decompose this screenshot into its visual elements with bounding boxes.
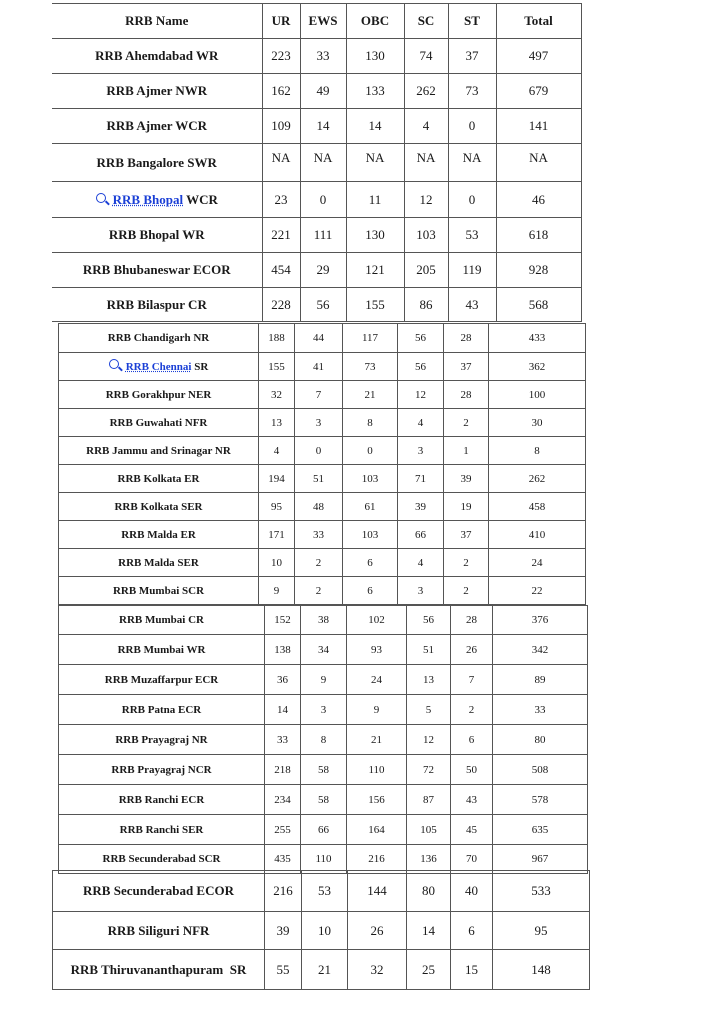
sc-value: 205 [404,253,448,288]
ews-value: 66 [301,815,347,845]
st-value: 6 [451,912,493,950]
ews-value: 8 [301,725,347,755]
ur-value: 33 [265,725,301,755]
st-value: 45 [451,815,493,845]
total-value: 148 [493,950,590,990]
total-value: 362 [489,353,586,381]
sc-value: 25 [407,950,451,990]
ews-value: 58 [301,785,347,815]
st-value: 37 [444,521,489,549]
rrb-name: RRB Thiruvananthapuram SR [53,950,265,990]
st-value: 70 [451,845,493,874]
obc-value: 93 [347,635,407,665]
header-rrb-name: RRB Name [52,4,262,39]
st-value: 37 [444,353,489,381]
ews-value: 3 [301,695,347,725]
sc-value: 262 [404,74,448,109]
sc-value: 66 [398,521,444,549]
st-value: 0 [448,109,496,144]
sc-value: 4 [398,549,444,577]
total-value: 95 [493,912,590,950]
rrb-name: RRB Prayagraj NR [59,725,265,755]
ur-value: 14 [265,695,301,725]
obc-value: 6 [343,577,398,605]
ur-value: 152 [265,606,301,635]
total-value: 967 [493,845,588,874]
table-row [52,182,581,218]
total-value: 22 [489,577,586,605]
rrb-name: RRB Bhopal WR [52,218,262,253]
table-row [52,144,581,182]
rrb-table-top [52,3,582,322]
sc-value: 72 [407,755,451,785]
table-row [59,521,586,549]
table-row [59,635,588,665]
rrb-name: RRB Ranchi SER [59,815,265,845]
total-value: 342 [493,635,588,665]
st-value: 50 [451,755,493,785]
ews-value: 38 [301,606,347,635]
ur-value: 228 [262,288,300,322]
ur-value: 95 [259,493,295,521]
st-value: 7 [451,665,493,695]
total-value: 89 [493,665,588,695]
rrb-search-link[interactable]: RRB Bhopal [112,191,184,207]
obc-value: 121 [346,253,404,288]
rrb-name: RRB Ajmer NWR [52,74,262,109]
total-value: 141 [496,109,581,144]
rrb-name: RRB Ahemdabad WR [52,39,262,74]
obc-value: 11 [346,182,404,218]
ews-value: 41 [295,353,343,381]
ews-value: 33 [295,521,343,549]
ur-value: 188 [259,324,295,353]
rrb-name-with-search [59,353,259,381]
total-value: 100 [489,381,586,409]
table-row [52,253,581,288]
sc-value: 105 [407,815,451,845]
table-row [59,785,588,815]
search-icon[interactable] [96,193,106,203]
st-value: 2 [444,549,489,577]
st-value: 19 [444,493,489,521]
total-value: 578 [493,785,588,815]
sc-value: 51 [407,635,451,665]
st-value: 6 [451,725,493,755]
sc-value: 56 [398,324,444,353]
ur-value: 32 [259,381,295,409]
ews-value: 33 [300,39,346,74]
sc-value: 12 [404,182,448,218]
table-row [53,912,590,950]
obc-value: 130 [346,218,404,253]
rrb-name: RRB Bilaspur CR [52,288,262,322]
ur-value: 171 [259,521,295,549]
header-ews: EWS [300,4,346,39]
sc-value: 3 [398,577,444,605]
table-row [52,288,581,322]
search-icon[interactable] [109,359,119,369]
ews-value: 9 [301,665,347,695]
ur-value: 435 [265,845,301,874]
st-value: 43 [448,288,496,322]
table-row [59,381,586,409]
rrb-name: RRB Secunderabad ECOR [53,871,265,912]
obc-value: 8 [343,409,398,437]
total-value: 46 [496,182,581,218]
ur-value: NA [262,144,300,182]
sc-value: 56 [398,353,444,381]
obc-value: 155 [346,288,404,322]
st-value: 15 [451,950,493,990]
rrb-name: RRB Chandigarh NR [59,324,259,353]
ur-value: 194 [259,465,295,493]
rrb-table-low [58,605,588,874]
table-row [59,606,588,635]
sc-value: 13 [407,665,451,695]
rrb-name-suffix: WCR [183,191,218,207]
total-value: 30 [489,409,586,437]
table-row [53,950,590,990]
ur-value: 216 [265,871,302,912]
ur-value: 221 [262,218,300,253]
header-ur: UR [262,4,300,39]
ews-value: 111 [300,218,346,253]
obc-value: 32 [348,950,407,990]
ews-value: 0 [300,182,346,218]
table-row [52,39,581,74]
sc-value: 39 [398,493,444,521]
ews-value: 2 [295,577,343,605]
obc-value: 144 [348,871,407,912]
st-value: 40 [451,871,493,912]
rrb-name: RRB Ajmer WCR [52,109,262,144]
ur-value: 10 [259,549,295,577]
ews-value: 51 [295,465,343,493]
table-row [59,665,588,695]
st-value: 2 [444,577,489,605]
total-value: 533 [493,871,590,912]
table-row [59,815,588,845]
obc-value: 61 [343,493,398,521]
obc-value: 0 [343,437,398,465]
table-row [53,871,590,912]
rrb-name: RRB Siliguri NFR [53,912,265,950]
total-value: 618 [496,218,581,253]
ur-value: 255 [265,815,301,845]
ews-value: 10 [302,912,348,950]
rrb-name: RRB Secunderabad SCR [59,845,265,874]
rrb-name: RRB Malda SER [59,549,259,577]
obc-value: 110 [347,755,407,785]
ews-value: 21 [302,950,348,990]
ur-value: 109 [262,109,300,144]
st-value: 2 [451,695,493,725]
ews-value: 56 [300,288,346,322]
header-obc: OBC [346,4,404,39]
total-value: 24 [489,549,586,577]
st-value: 28 [444,324,489,353]
st-value: NA [448,144,496,182]
ews-value: 29 [300,253,346,288]
ews-value: 44 [295,324,343,353]
ur-value: 234 [265,785,301,815]
st-value: 28 [451,606,493,635]
st-value: 2 [444,409,489,437]
ews-value: 53 [302,871,348,912]
header-total: Total [496,4,581,39]
rrb-name: RRB Kolkata ER [59,465,259,493]
obc-value: 117 [343,324,398,353]
obc-value: 73 [343,353,398,381]
ews-value: 14 [300,109,346,144]
sc-value: 5 [407,695,451,725]
sc-value: 80 [407,871,451,912]
ews-value: 58 [301,755,347,785]
rrb-name: RRB Gorakhpur NER [59,381,259,409]
obc-value: 6 [343,549,398,577]
total-value: 8 [489,437,586,465]
ews-value: 3 [295,409,343,437]
obc-value: 103 [343,465,398,493]
total-value: 410 [489,521,586,549]
rrb-name-with-search [52,182,262,218]
table-row [59,437,586,465]
ur-value: 23 [262,182,300,218]
sc-value: 12 [398,381,444,409]
total-value: 376 [493,606,588,635]
obc-value: 21 [347,725,407,755]
ews-value: 34 [301,635,347,665]
sc-value: 71 [398,465,444,493]
rrb-name: RRB Mumbai SCR [59,577,259,605]
rrb-name: RRB Malda ER [59,521,259,549]
table-row [59,353,586,381]
ur-value: 454 [262,253,300,288]
rrb-name: RRB Prayagraj NCR [59,755,265,785]
st-value: 43 [451,785,493,815]
rrb-table-bottom [52,870,590,990]
total-value: 928 [496,253,581,288]
ews-value: NA [300,144,346,182]
obc-value: 14 [346,109,404,144]
table-row [59,493,586,521]
header-st: ST [448,4,496,39]
ur-value: 9 [259,577,295,605]
obc-value: 133 [346,74,404,109]
rrb-name: RRB Ranchi ECR [59,785,265,815]
table-row [59,549,586,577]
ur-value: 162 [262,74,300,109]
rrb-name: RRB Patna ECR [59,695,265,725]
table-row [52,74,581,109]
table-row [59,409,586,437]
st-value: 28 [444,381,489,409]
rrb-name: RRB Mumbai WR [59,635,265,665]
st-value: 0 [448,182,496,218]
total-value: 679 [496,74,581,109]
table-row [59,695,588,725]
table-row [59,324,586,353]
total-value: 80 [493,725,588,755]
obc-value: 164 [347,815,407,845]
sc-value: 12 [407,725,451,755]
ur-value: 218 [265,755,301,785]
ur-value: 138 [265,635,301,665]
ur-value: 13 [259,409,295,437]
total-value: 33 [493,695,588,725]
ur-value: 39 [265,912,302,950]
obc-value: 9 [347,695,407,725]
st-value: 26 [451,635,493,665]
ews-value: 7 [295,381,343,409]
sc-value: 87 [407,785,451,815]
total-value: 568 [496,288,581,322]
sc-value: NA [404,144,448,182]
st-value: 39 [444,465,489,493]
ews-value: 0 [295,437,343,465]
sc-value: 4 [398,409,444,437]
ur-value: 223 [262,39,300,74]
st-value: 119 [448,253,496,288]
rrb-name: RRB Jammu and Srinagar NR [59,437,259,465]
obc-value: 102 [347,606,407,635]
table-header-row [52,4,581,39]
sc-value: 3 [398,437,444,465]
obc-value: 24 [347,665,407,695]
rrb-name: RRB Kolkata SER [59,493,259,521]
total-value: 635 [493,815,588,845]
ews-value: 48 [295,493,343,521]
sc-value: 136 [407,845,451,874]
ur-value: 4 [259,437,295,465]
rrb-name: RRB Bhubaneswar ECOR [52,253,262,288]
obc-value: 130 [346,39,404,74]
sc-value: 56 [407,606,451,635]
total-value: 458 [489,493,586,521]
ur-value: 36 [265,665,301,695]
total-value: NA [496,144,581,182]
ur-value: 155 [259,353,295,381]
obc-value: 26 [348,912,407,950]
rrb-name: RRB Bangalore SWR [52,144,262,182]
obc-value: 216 [347,845,407,874]
ews-value: 2 [295,549,343,577]
rrb-name: RRB Guwahati NFR [59,409,259,437]
header-sc: SC [404,4,448,39]
table-row [59,465,586,493]
total-value: 497 [496,39,581,74]
sc-value: 14 [407,912,451,950]
rrb-search-link[interactable]: RRB Chennai [125,361,192,373]
st-value: 37 [448,39,496,74]
obc-value: 103 [343,521,398,549]
st-value: 53 [448,218,496,253]
rrb-name: RRB Mumbai CR [59,606,265,635]
table-row [59,725,588,755]
ews-value: 49 [300,74,346,109]
sc-value: 103 [404,218,448,253]
table-row [52,218,581,253]
total-value: 262 [489,465,586,493]
rrb-table-mid [58,323,586,605]
total-value: 433 [489,324,586,353]
obc-value: 156 [347,785,407,815]
table-row [52,109,581,144]
total-value: 508 [493,755,588,785]
rrb-name: RRB Muzaffarpur ECR [59,665,265,695]
table-row [59,755,588,785]
obc-value: NA [346,144,404,182]
st-value: 73 [448,74,496,109]
sc-value: 86 [404,288,448,322]
st-value: 1 [444,437,489,465]
sc-value: 74 [404,39,448,74]
ews-value: 110 [301,845,347,874]
obc-value: 21 [343,381,398,409]
ur-value: 55 [265,950,302,990]
rrb-name-suffix: SR [191,361,209,373]
table-row [59,577,586,605]
sc-value: 4 [404,109,448,144]
